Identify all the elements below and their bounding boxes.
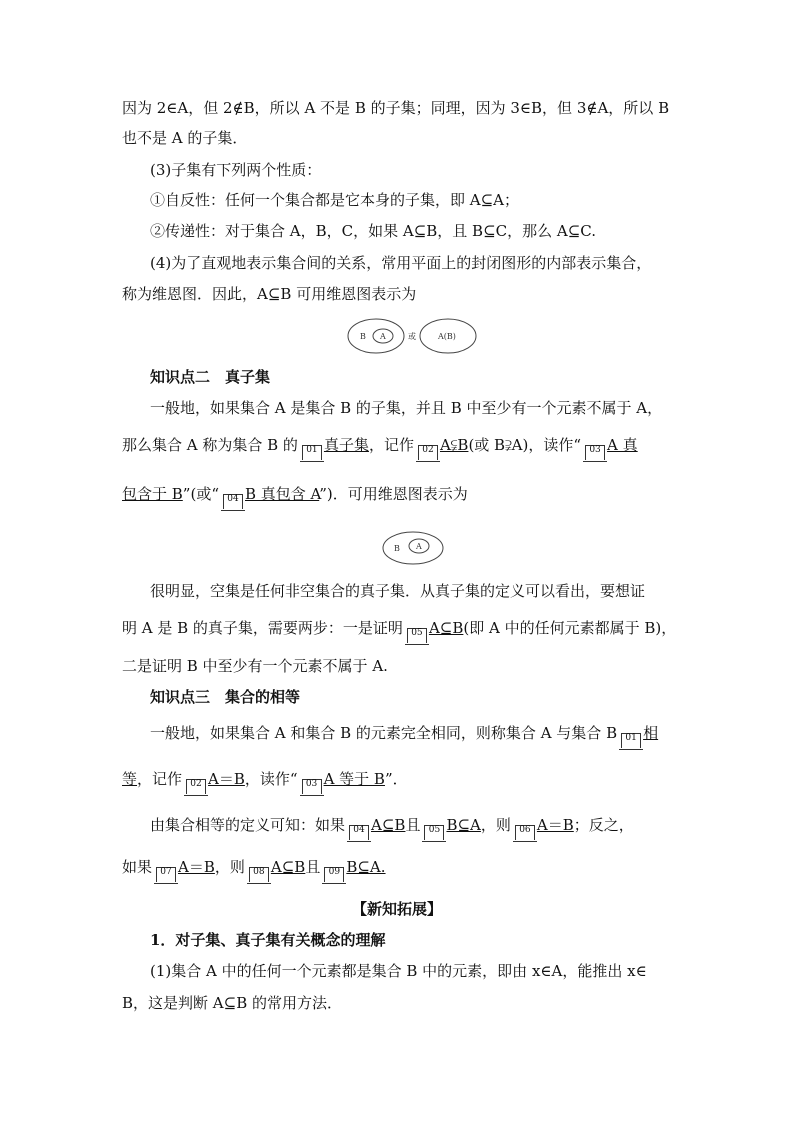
text-line: (3)子集有下列两个性质：: [150, 161, 322, 179]
section-heading: 知识点三 集合的相等: [150, 688, 301, 706]
venn-diagram-subset: [346, 316, 480, 356]
answer-blank: 06: [515, 825, 535, 840]
answer-blank: 05: [424, 825, 444, 840]
answer-blank: 04: [349, 825, 369, 840]
text-line: 一般地，如果集合 A 和集合 B 的元素完全相同，则称集合 A 与集合 B 01 相: [150, 722, 705, 748]
answer-blank: 08: [249, 867, 269, 882]
venn-diagram-proper-subset: [381, 528, 445, 568]
text-line: ②传递性：对于集合 A，B，C，如果 A⊆B，且 B⊆C，那么 A⊆C.: [150, 222, 597, 240]
answer-blank: 03: [585, 445, 605, 460]
venn-label-ab: A(B): [438, 332, 456, 341]
text-line: 一般地，如果集合 A 是集合 B 的子集，并且 B 中至少有一个元素不属于 A，: [150, 399, 663, 417]
text-line: 很明显，空集是任何非空集合的真子集．从真子集的定义可以看出，要想证: [150, 582, 646, 600]
answer-blank: 07: [156, 867, 176, 882]
answer-blank: 01: [621, 733, 641, 748]
text-line: 因为 2∈A，但 2∉B，所以 A 不是 B 的子集；同理，因为 3∈B，但 3∉A，所以 B: [122, 99, 670, 117]
text-line: 如果 07 A＝B，则 08 A⊆B且 09 B⊆A.: [122, 856, 677, 882]
venn-label-or: 或: [408, 332, 416, 341]
text-line: (4)为了直观地表示集合间的关系，常用平面上的封闭图形的内部表示集合，: [150, 254, 652, 272]
section-heading: 知识点二 真子集: [150, 368, 271, 386]
venn-label-b: B: [394, 544, 400, 553]
text-line: 明 A 是 B 的真子集，需要两步：一是证明 05 A⊆B(即 A 中的任何元素都属于 B)，: [122, 617, 677, 643]
text-line: 包含于 B”(或“ 04 B 真包含 A”)．可用维恩图表示为: [122, 483, 677, 509]
answer-blank: 04: [223, 494, 243, 509]
answer-blank: 01: [302, 445, 322, 460]
text-line: 也不是 A 的子集．: [122, 129, 248, 147]
text-line: 由集合相等的定义可知：如果 04 A⊆B且 05 B⊆A，则 06 A＝B；反之，: [150, 814, 705, 840]
answer-blank: 03: [302, 779, 322, 794]
text-line: ①自反性：任何一个集合都是它本身的子集，即 A⊆A；: [150, 191, 520, 209]
text-line: 二是证明 B 中至少有一个元素不属于 A.: [122, 657, 388, 675]
text-line: 等，记作 02 A＝B，读作“ 03 A 等于 B”．: [122, 768, 677, 794]
text-line: 那么集合 A 称为集合 B 的 01 真子集，记作 02 A⫋B(或 B⫌A)，读作“ 03 A 真: [122, 434, 677, 460]
venn-label-b: B: [360, 332, 366, 341]
text-line: B，这是判断 A⊆B 的常用方法．: [122, 994, 342, 1012]
venn-label-a: A: [416, 542, 422, 551]
subsection-heading: 1．对子集、真子集有关概念的理解: [150, 931, 386, 949]
text-line: 称为维恩图．因此，A⊆B 可用维恩图表示为: [122, 285, 417, 303]
venn-label-a: A: [380, 332, 386, 341]
extension-heading: 【新知拓展】: [351, 900, 442, 918]
answer-blank: 09: [324, 867, 344, 882]
answer-blank: 02: [418, 445, 438, 460]
text-line: (1)集合 A 中的任何一个元素都是集合 B 中的元素，即由 x∈A，能推出 x∈: [150, 962, 647, 980]
answer-blank: 05: [407, 628, 427, 643]
answer-blank: 02: [186, 779, 206, 794]
